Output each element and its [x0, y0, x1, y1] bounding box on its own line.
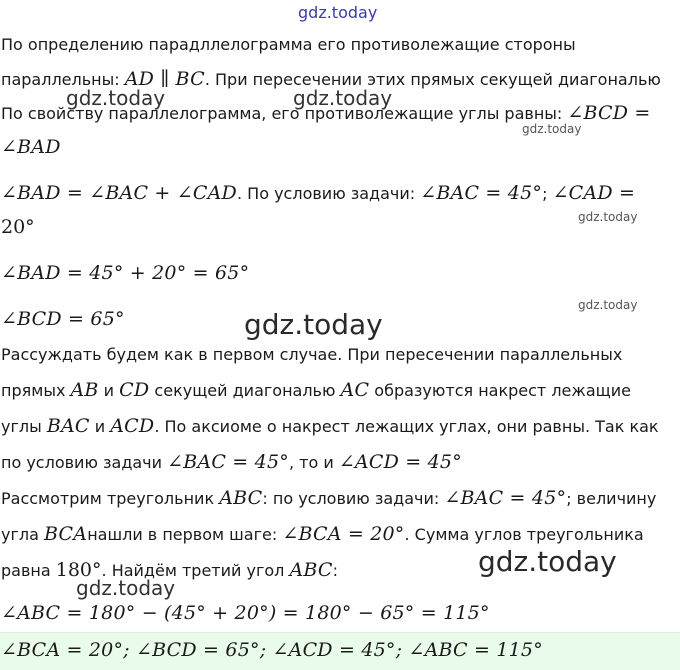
text: нашли в первом шаге: — [87, 525, 283, 544]
watermark-top: gdz.today — [298, 3, 378, 22]
text: Рассуждать будем как в первом случае. При пересечении параллельных — [1, 345, 623, 364]
math: ∠BCD = — [567, 102, 651, 124]
math: 180° — [55, 559, 102, 581]
text-line — [1, 68, 661, 91]
math-line — [1, 308, 125, 331]
text: угла — [1, 525, 44, 544]
math: 20° — [1, 216, 35, 238]
watermark: gdz.today — [578, 210, 638, 224]
math: CD — [119, 379, 150, 401]
math: ∠BCD = 65° — [1, 308, 125, 330]
text: углы — [1, 417, 47, 436]
answer-box — [0, 632, 680, 670]
text-line — [1, 523, 644, 546]
text: Рассмотрим треугольник — [1, 489, 220, 508]
math: ∠BAD = 45° + 20° = 65° — [1, 262, 250, 284]
text: : по условию задачи: — [262, 489, 445, 508]
text: По определению парадллелограмма его противолежащие стороны — [1, 35, 576, 54]
math: ∠BAD = ∠BAC + ∠CAD — [1, 182, 237, 204]
math-line — [1, 136, 61, 159]
math: ∠ABC = 180° − (45° + 20°) = 180° − 65° = 115° — [1, 602, 490, 624]
text: секущей диагональю — [149, 381, 341, 400]
math: ABC — [289, 559, 333, 581]
math: ∠BAC = 45° — [420, 182, 543, 204]
text: и — [98, 381, 120, 400]
text: . По аксиоме о накрест лежащих углах, они равны. Так как — [154, 417, 659, 436]
math: ∠ACD = 45° — [338, 451, 462, 473]
text: прямых — [1, 381, 71, 400]
text-line — [1, 34, 576, 56]
text: , то и — [288, 453, 339, 472]
math: ∠BAD — [1, 136, 61, 158]
text-line — [1, 102, 651, 125]
watermark: gdz.today — [578, 298, 638, 312]
text: ; — [542, 184, 553, 203]
text-line — [1, 415, 659, 438]
text-line — [1, 344, 622, 366]
text-line — [1, 379, 631, 402]
text: образуются накрест лежащие — [369, 381, 631, 400]
math: ∠BCA = 20° — [282, 523, 405, 545]
math: ∠BAC = 45° — [444, 487, 567, 509]
text: . При пересечении этих прямых секущей диагональю — [204, 70, 661, 89]
text: параллельны: — [1, 70, 125, 89]
watermark: gdz.today — [293, 86, 393, 110]
text: По свойству параллелограмма, его противолежащие углы равны: — [1, 104, 568, 123]
math: AB — [70, 379, 99, 401]
text: ; величину — [566, 489, 657, 508]
math: AD ∥ BC — [124, 68, 205, 90]
math: ∠BAC = 45° — [167, 451, 289, 473]
text: : — [332, 561, 339, 580]
text-line — [1, 182, 635, 205]
math: AC — [340, 379, 370, 401]
math-line — [1, 262, 249, 285]
text-line — [1, 487, 656, 510]
math: ABC — [219, 487, 263, 509]
text-line — [1, 559, 338, 582]
text: равна — [1, 561, 56, 580]
watermark: gdz.today — [478, 545, 617, 578]
math-line — [1, 602, 490, 625]
answer-line — [1, 639, 543, 662]
math: ∠BCA = 20°; ∠BCD = 65°; ∠ACD = 45°; ∠ABC = 115° — [1, 639, 543, 661]
watermark: gdz.today — [244, 308, 383, 341]
watermark: gdz.today — [76, 576, 176, 600]
text: . Сумма углов треугольника — [404, 525, 644, 544]
math: ∠CAD = — [552, 182, 636, 204]
math: ACD — [110, 415, 155, 437]
text: и — [89, 417, 111, 436]
math: BCA — [44, 523, 88, 545]
math: BAC — [46, 415, 90, 437]
text-line — [1, 451, 462, 474]
watermark: gdz.today — [522, 122, 582, 136]
text: . Найдём третий угол — [101, 561, 290, 580]
watermark: gdz.today — [66, 86, 166, 110]
text: по условию задачи — [1, 453, 168, 472]
text: . По условию задачи: — [237, 184, 421, 203]
math-line — [1, 216, 35, 239]
